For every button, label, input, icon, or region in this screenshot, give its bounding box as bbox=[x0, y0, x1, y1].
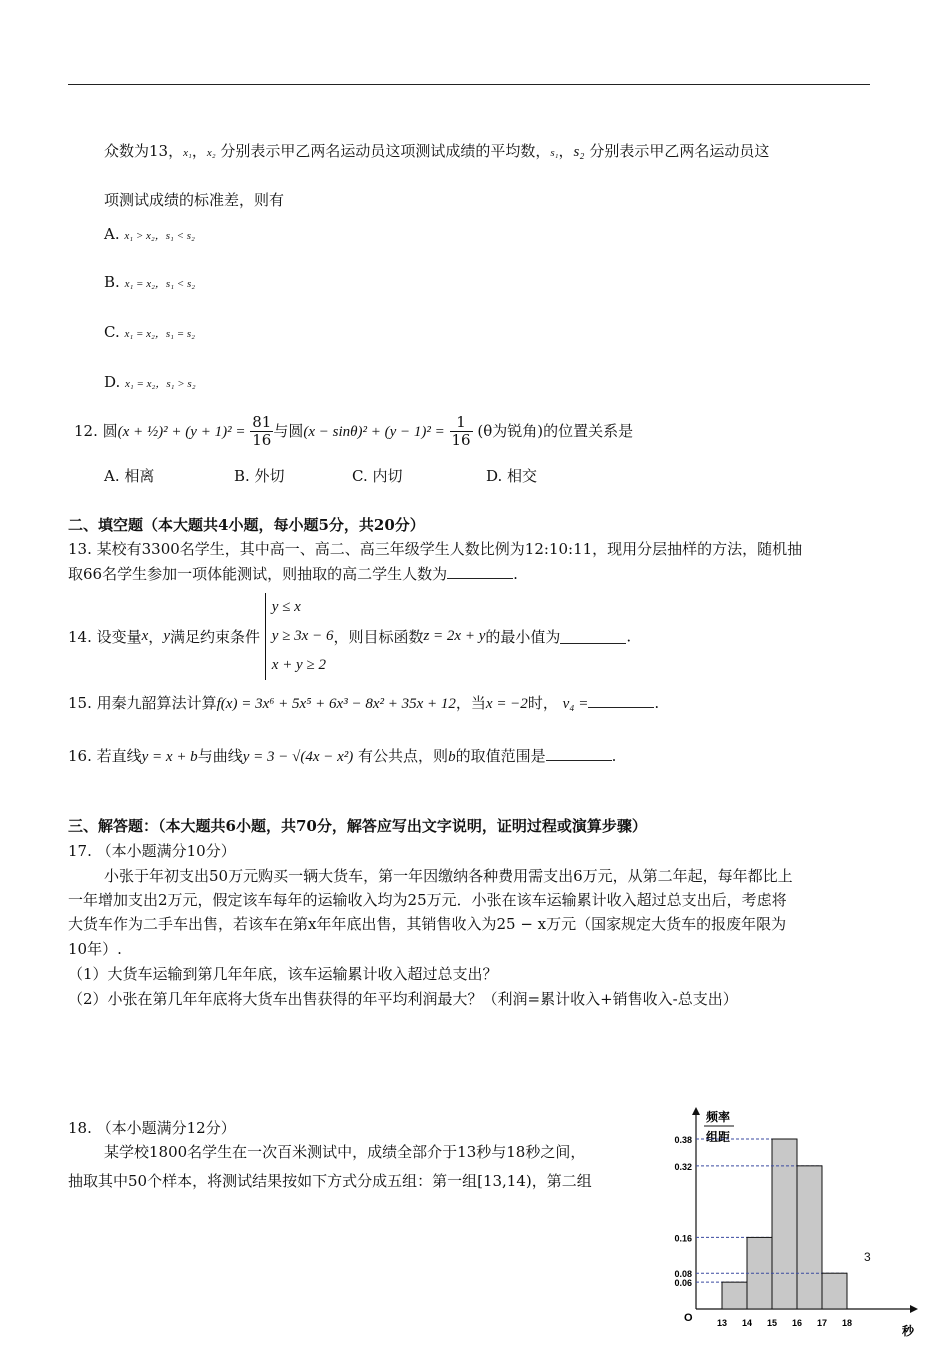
q12-pre: 圆 bbox=[102, 421, 118, 440]
polynomial: f(x) = 3x⁶ + 5x⁵ + 6x³ − 8x² + 35x + 12 bbox=[216, 696, 456, 712]
q11-text-end: 分别表示甲乙两名运动员这 bbox=[589, 142, 770, 160]
q15-end: . bbox=[654, 694, 660, 712]
x1-mean: x₁ bbox=[183, 147, 192, 159]
constraint-system bbox=[265, 593, 334, 680]
section3-title: 三、解答题：（本大题共6小题，共70分，解答应写出文字说明，证明过程或演算步骤） bbox=[68, 817, 647, 835]
objective-function: z = 2x + y bbox=[423, 628, 486, 644]
q16-pre: 16. 若直线 bbox=[68, 747, 142, 765]
q12-line bbox=[74, 414, 633, 450]
q18-para1: 某学校1800名学生在一次百米测试中，成绩全部介于13秒与18秒之间， bbox=[104, 1143, 586, 1161]
q18-header: 18. （本小题满分12分） bbox=[68, 1119, 236, 1137]
section2-title: 二、填空题（本大题共4小题，每小题5分，共20分） bbox=[68, 516, 425, 534]
histogram-bar bbox=[822, 1273, 847, 1309]
q12-option-b: B. 外切 bbox=[234, 467, 285, 485]
denominator: 16 bbox=[451, 431, 471, 450]
x-value: x = −2 bbox=[485, 696, 528, 712]
numerator: 1 bbox=[450, 414, 473, 432]
q12-options bbox=[104, 465, 537, 486]
q16-dot: . bbox=[611, 747, 617, 765]
q13-line2 bbox=[68, 563, 518, 584]
circle2-equation: (x − sinθ)² + (y − 1)² = bbox=[303, 423, 445, 440]
x-axis-arrow bbox=[910, 1305, 918, 1313]
option-label: A. bbox=[104, 225, 120, 243]
histogram-bar bbox=[797, 1166, 822, 1309]
constraint-3: x + y ≥ 2 bbox=[271, 657, 326, 673]
q12-option-c: C. 内切 bbox=[352, 467, 403, 485]
answer-blank bbox=[588, 693, 654, 708]
x-tick-label: 18 bbox=[841, 1318, 853, 1328]
line-equation: y = x + b bbox=[141, 749, 198, 765]
q12-number: 12. bbox=[74, 421, 98, 440]
q14-after: ，则目标函数 bbox=[333, 628, 424, 646]
q15-line bbox=[68, 692, 659, 713]
s2-std: s₂ bbox=[573, 144, 585, 160]
q14-end: 的最小值为 bbox=[485, 628, 561, 646]
y-tick-label: 0.32 bbox=[674, 1161, 692, 1172]
answer-blank bbox=[546, 746, 612, 761]
x-axis-label: 秒 bbox=[902, 1324, 915, 1337]
q11-comma2: ， bbox=[558, 142, 574, 160]
y-axis-arrow bbox=[692, 1107, 700, 1115]
q13-line1: 13. 某校有3300名学生，其中高一、高二、高三年级学生人数比例为12:10:11，现用分层抽样的方法，随机抽 bbox=[68, 540, 803, 558]
q12-option-a: A. 相离 bbox=[104, 467, 155, 485]
fraction-1-16 bbox=[450, 414, 473, 450]
option-text: x₁ = x₂，s₁ < s₂ bbox=[124, 278, 196, 290]
curve-equation: y = 3 − √(4x − x²) bbox=[242, 749, 354, 765]
var-y: y bbox=[163, 628, 170, 644]
q16-line bbox=[68, 745, 616, 766]
answer-blank bbox=[447, 564, 513, 579]
answer-blank bbox=[560, 629, 626, 644]
var-b: b bbox=[448, 749, 456, 765]
q11-line1 bbox=[104, 140, 769, 161]
option-label: B. bbox=[104, 273, 120, 291]
q14-mid: 满足约束条件 bbox=[169, 628, 260, 646]
q17-para3: 大货车作为二手车出售，若该车在第x年年底出售，其销售收入为25 − x万元（国家规定大货车的报废年限为 bbox=[68, 915, 787, 933]
constraint-2: y ≥ 3x − 6 bbox=[271, 628, 334, 644]
q13-text: 取66名学生参加一项体能测试，则抽取的高二学生人数为 bbox=[68, 565, 448, 583]
frequency-histogram bbox=[672, 1105, 922, 1337]
q17-subq1: （1）大货车运输到第几年年底，该车运输累计收入超过总支出？ bbox=[68, 965, 498, 983]
q11-text-mid: 分别表示甲乙两名运动员这项测试成绩的平均数， bbox=[220, 142, 551, 160]
q11-line2: 项测试成绩的标准差，则有 bbox=[104, 191, 285, 209]
q14-comma: ， bbox=[148, 628, 164, 646]
var-x: x bbox=[141, 628, 149, 644]
x-tick-label: 15 bbox=[766, 1318, 778, 1328]
v4: v₄ = bbox=[562, 696, 589, 712]
circle1-equation: (x + ½)² + (y + 1)² = bbox=[117, 423, 246, 440]
x-tick-label: 13 bbox=[716, 1318, 728, 1328]
header-rule bbox=[68, 84, 870, 85]
option-label: D. bbox=[104, 373, 121, 391]
q17-header: 17. （本小题满分10分） bbox=[68, 842, 236, 860]
q17-subq2: （2）小张在第几年年底将大货车出售获得的年平均利润最大？（利润=累计收入+销售收入-总支出） bbox=[68, 990, 738, 1008]
y-axis-label-bottom: 组距 bbox=[706, 1130, 731, 1144]
q18-para2: 抽取其中50个样本，将测试结果按如下方式分成五组：第一组[13,14)，第二组 bbox=[68, 1172, 592, 1190]
x-tick-label: 16 bbox=[791, 1318, 803, 1328]
y-tick-label: 0.08 bbox=[674, 1269, 692, 1280]
y-axis-label-top: 频率 bbox=[706, 1110, 731, 1124]
x-tick-label: 14 bbox=[741, 1318, 753, 1328]
origin-label: O bbox=[684, 1312, 693, 1324]
q16-end: 的取值范围是 bbox=[455, 747, 546, 765]
q14-dot: . bbox=[626, 627, 632, 646]
option-text: x₁ = x₂，s₁ > s₂ bbox=[125, 378, 196, 390]
q15-mid: ，当 bbox=[455, 694, 486, 712]
denominator: 16 bbox=[252, 431, 272, 450]
q11-option-a bbox=[104, 225, 195, 243]
theta-note: (θ为锐角) bbox=[477, 421, 544, 440]
q17-para2: 一年增加支出2万元，假定该车每年的运输收入均为25万元．小张在该车运输累计收入超过总支出后，考虑将 bbox=[68, 891, 787, 909]
q14-pre: 14. 设变量 bbox=[68, 628, 142, 646]
s1-std: s₁ bbox=[550, 147, 559, 159]
histogram-bar bbox=[722, 1282, 747, 1309]
q11-text-start: 众数为13， bbox=[104, 142, 184, 160]
y-tick-label: 0.38 bbox=[674, 1135, 692, 1145]
q12-end: 的位置关系是 bbox=[543, 421, 634, 440]
q11-option-b bbox=[104, 273, 195, 291]
page-number: 3 bbox=[864, 1250, 871, 1264]
option-text: x₁ > x₂，s₁ < s₂ bbox=[124, 230, 195, 242]
fraction-81-16 bbox=[250, 414, 273, 450]
q17-para4: 10年）. bbox=[68, 940, 122, 958]
constraint-1: y ≤ x bbox=[271, 599, 301, 615]
q16-mid2: 有公共点，则 bbox=[358, 747, 449, 765]
q11-option-d bbox=[104, 373, 196, 391]
q12-option-d: D. 相交 bbox=[486, 467, 538, 485]
x2-mean: x₂ bbox=[206, 147, 216, 159]
q11-option-c bbox=[104, 323, 195, 341]
q14-line bbox=[68, 593, 631, 680]
option-label: C. bbox=[104, 323, 120, 341]
q17-para1: 小张于年初支出50万元购买一辆大货车，第一年因缴纳各种费用需支出6万元，从第二年起，每年都比上 bbox=[104, 867, 793, 885]
q13-end: . bbox=[513, 565, 518, 583]
q16-mid: 与曲线 bbox=[197, 747, 243, 765]
y-tick-label: 0.16 bbox=[674, 1233, 692, 1244]
q15-when: 时， bbox=[527, 694, 558, 712]
numerator: 81 bbox=[252, 413, 272, 431]
y-tick-label: 0.06 bbox=[674, 1278, 692, 1289]
histogram-bar bbox=[772, 1139, 797, 1309]
q12-mid: 与圆 bbox=[273, 421, 304, 440]
x-tick-label: 17 bbox=[816, 1318, 828, 1328]
option-text: x₁ = x₂，s₁ = s₂ bbox=[124, 328, 195, 340]
q15-pre: 15. 用秦九韶算法计算 bbox=[68, 694, 217, 712]
q11-comma: ， bbox=[191, 142, 207, 160]
